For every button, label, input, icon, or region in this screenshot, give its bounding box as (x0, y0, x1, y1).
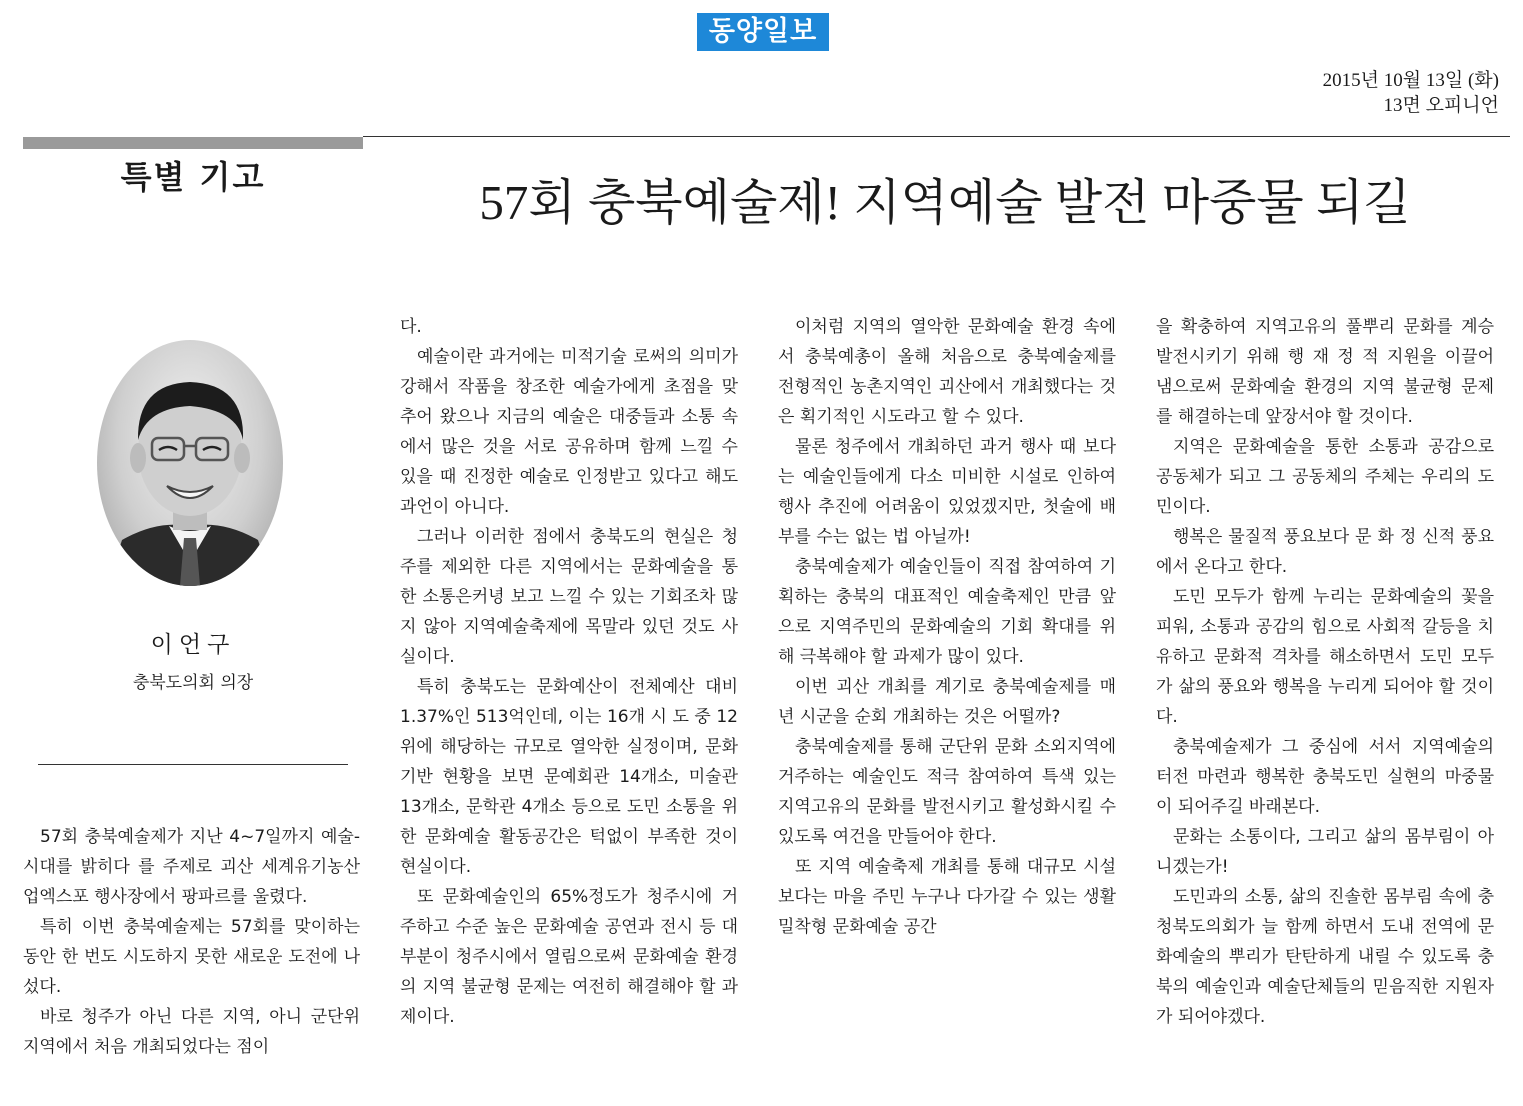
top-divider (363, 136, 1510, 137)
author-divider (38, 764, 348, 765)
paragraph: 그러나 이러한 점에서 충북도의 현실은 청주를 제외한 다른 지역에서는 문화예술을 통한 소통은커녕 보고 느낄 수 있는 기회조차 많지 않아 지역예술축제에 목말라 있던 것도 사실이다. (400, 527, 738, 667)
paragraph: 충북예술제를 통해 군단위 문화 소외지역에 거주하는 예술인도 적극 참여하여 특색 있는 지역고유의 문화를 발전시키고 활성화시킬 수 있도록 여건을 만들어야 한다. (778, 737, 1116, 847)
paragraph: 57회 충북예술제가 지난 4~7일까지 예술-시대를 밝히다 를 주제로 괴산 세계유기농산업엑스포 행사장에서 팡파르를 울렸다. (23, 827, 360, 907)
author-portrait-icon (97, 340, 283, 586)
article-column-4 (1156, 312, 1494, 1032)
section-bar (23, 137, 363, 149)
paragraph: 특히 충북도는 문화예산이 전체예산 대비 1.37%인 513억인데, 이는 16개 시 도 중 12위에 해당하는 규모로 열악한 실정이며, 문화기반 현황을 보면 문예회관 14개소, 미술관 13개소, 문학관 4개소 등으로 도민 소통을 위한 문화예술 활동공간은 턱없이 부족한 것이 현실이다. (400, 677, 738, 877)
paragraph-continuation: 을 확충하여 지역고유의 풀뿌리 문화를 계승 발전시키기 위해 행 재 정 적 지원을 이끌어 냄으로써 문화예술 환경의 지역 불균형 문제를 해결하는데 앞장서야 할 것이다. (1156, 317, 1494, 427)
paragraph: 또 지역 예술축제 개최를 통해 대규모 시설보다는 마을 주민 누구나 다가갈 수 있는 생활밀착형 문화예술 공간 (778, 857, 1116, 937)
paragraph-continuation: 다. (400, 317, 422, 337)
newspaper-logo: 동양일보 (697, 13, 829, 51)
page-section: 13면 오피니언 (1383, 95, 1499, 116)
paragraph: 문화는 소통이다, 그리고 삶의 몸부림이 아니겠는가! (1156, 827, 1494, 877)
paragraph: 예술이란 과거에는 미적기술 로써의 의미가 강해서 작품을 창조한 예술가에게 초점을 맞추어 왔으나 지금의 예술은 대중들과 소통 속에서 많은 것을 서로 공유하며 함께 느낄 수 있을 때 진정한 예술로 인정받고 있다고 해도 과언이 아니다. (400, 347, 738, 517)
publication-date: 2015년 10월 13일 (화) (1322, 70, 1499, 91)
paragraph: 충북예술제가 예술인들이 직접 참여하여 기획하는 충북의 대표적인 예술축제인 만큼 앞으로 지역주민의 문화예술의 기회 확대를 위해 극복해야 할 과제가 많이 있다. (778, 557, 1116, 667)
paragraph: 행복은 물질적 풍요보다 문 화 정 신적 풍요에서 온다고 한다. (1156, 527, 1494, 577)
paragraph: 또 문화예술인의 65%정도가 청주시에 거주하고 수준 높은 문화예술 공연과 전시 등 대부분이 청주시에서 열림으로써 문화예술 환경의 지역 불균형 문제는 여전히 해결해야 할 과제이다. (400, 887, 738, 1027)
paragraph: 지역은 문화예술을 통한 소통과 공감으로 공동체가 되고 그 공동체의 주체는 우리의 도민이다. (1156, 437, 1494, 517)
paragraph: 도민과의 소통, 삶의 진솔한 몸부림 속에 충청북도의회가 늘 함께 하면서 도내 전역에 문화예술의 뿌리가 탄탄하게 내릴 수 있도록 충북의 예술인과 예술단체들의 믿음직한 지원자가 되어야겠다. (1156, 887, 1494, 1027)
article-column-2 (400, 312, 738, 1032)
paragraph: 이번 괴산 개최를 계기로 충북예술제를 매년 시군을 순회 개최하는 것은 어떨까? (778, 677, 1116, 727)
author-name: 이언구 (150, 632, 236, 658)
paragraph: 특히 이번 충북예술제는 57회를 맞이하는 동안 한 번도 시도하지 못한 새로운 도전에 나섰다. (23, 917, 360, 997)
paragraph: 바로 청주가 아닌 다른 지역, 아니 군단위 지역에서 처음 개최되었다는 점이 (23, 1007, 360, 1057)
author-title: 충북도의회 의장 (132, 673, 254, 693)
paragraph: 충북예술제가 그 중심에 서서 지역예술의 터전 마련과 행복한 충북도민 실현의 마중물이 되어주길 바래본다. (1156, 737, 1494, 817)
dateline (1323, 68, 1499, 118)
article-column-1 (23, 822, 360, 1062)
paragraph: 도민 모두가 함께 누리는 문화예술의 꽃을 피워, 소통과 공감의 힘으로 사회적 갈등을 치유하고 문화적 격차를 해소하면서 도민 모두가 삶의 풍요와 행복을 누리게 되어야 할 것이다. (1156, 587, 1494, 727)
article-headline: 57회 충북예술제! 지역예술 발전 마중물 되길 (479, 175, 1411, 230)
paragraph: 물론 청주에서 개최하던 과거 행사 때 보다는 예술인들에게 다소 미비한 시설로 인하여 행사 추진에 어려움이 있었겠지만, 첫술에 배부를 수는 없는 법 아닐까! (778, 437, 1116, 547)
section-label: 특별 기고 (120, 158, 266, 196)
paragraph: 이처럼 지역의 열악한 문화예술 환경 속에서 충북예총이 올해 처음으로 충북예술제를 전형적인 농촌지역인 괴산에서 개최했다는 것은 획기적인 시도라고 할 수 있다. (778, 317, 1116, 427)
article-column-3 (778, 312, 1116, 942)
portrait-illustration (97, 340, 283, 586)
